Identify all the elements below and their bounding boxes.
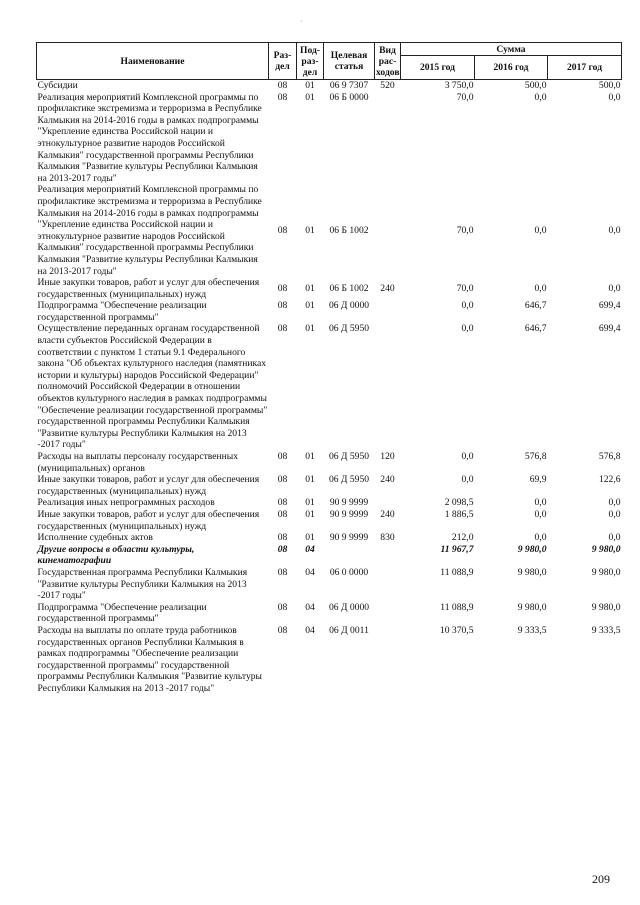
row-target-article: 06 Д 5950: [328, 451, 370, 462]
table-row: [37, 92, 622, 185]
row-name: Реализация мероприятий Комплексной программы по профилактике экстремизма и терроризма в Республике Калмыкия на 2014-2016 годы в рамках подпрограммы "Укрепление единства Российской нации и этнокультурное развитие народов Российской Калмыкия" государственной программы Республики Калмыкия "Развитие культуры Республики Калмыкия на 2013-2017 годы": [37, 91, 262, 184]
row-name: Расходы на выплаты по оплате труда работников государственных органов Республики Калмыкия в рамках подпрограммы "Обеспечение реализации государственной программы" государственной программы Республики Калмыкия "Развитие культуры Республики Калмыкия на 2013 -2017 годы": [37, 624, 263, 694]
row-target-article: [324, 544, 375, 567]
row-target-article: 90 9 9999: [329, 532, 369, 544]
row-sum-2015: 0,0: [461, 474, 474, 486]
row-expense-type: [375, 497, 401, 509]
row-target-article: 06 Д 0000: [328, 601, 370, 613]
table-row: [37, 474, 622, 497]
row-sum-2017: 9 333,5: [591, 624, 621, 636]
row-target-article: 06 Д 5950: [328, 323, 370, 335]
table-body: [37, 80, 622, 695]
row-expense-type: [375, 567, 401, 602]
header-year-2017: 2017 год: [548, 56, 622, 80]
table-row: [37, 544, 622, 567]
row-podrazdel: 01: [305, 282, 315, 294]
row-expense-type: [375, 544, 401, 567]
row-name: Реализация мероприятий Комплексной программы по профилактике экстремизма и терроризма в Республике Калмыкия на 2014-2016 годы в рамках подпрограммы "Укрепление единства Российской нации и этнокультурное развитие народов Российской Калмыкия" государственной программы Республики Калмыкия "Развитие культуры Республики Калмыкия на 2013-2017 годы": [37, 184, 262, 277]
row-sum-2016: 500,0: [524, 80, 547, 91]
header-podrazdel: Под-раз-дел: [297, 43, 324, 80]
row-target-article: 06 Д 0000: [328, 300, 370, 312]
row-expense-type: [375, 602, 401, 625]
row-razdel: 08: [277, 323, 288, 335]
row-expense-type: [375, 323, 401, 451]
row-razdel: 08: [277, 497, 288, 509]
table-row: [37, 277, 622, 300]
row-name: Иные закупки товаров, работ и услуг для обеспечения государственных (муниципальных) нужд: [37, 474, 260, 497]
row-sum-2017: 500,0: [598, 80, 621, 91]
row-expense-type: [375, 184, 401, 277]
row-sum-2016: 0,0: [534, 91, 547, 103]
row-sum-2015: 70,0: [456, 224, 474, 236]
row-podrazdel: 01: [305, 451, 315, 462]
table-row: [37, 497, 622, 509]
row-sum-2016: 69,9: [529, 474, 547, 486]
row-expense-type: [375, 300, 401, 323]
row-sum-2015: 11 088,9: [440, 566, 474, 578]
row-podrazdel: 01: [305, 80, 315, 91]
row-sum-2017: 0,0: [608, 224, 621, 236]
row-razdel: 08: [277, 566, 288, 578]
table-row: [37, 184, 622, 277]
header-razdel: Раз-дел: [269, 43, 297, 80]
row-sum-2015: 0,0: [461, 323, 474, 335]
row-target-article: 06 Б 0000: [329, 91, 369, 103]
row-podrazdel: 01: [305, 532, 315, 544]
row-sum-2017: 576,8: [598, 451, 621, 462]
header-sum: Сумма: [401, 43, 622, 56]
row-sum-2016: 0,0: [534, 282, 547, 294]
table-row: [37, 532, 622, 544]
row-name: Реализация иных непрограммных расходов: [37, 497, 215, 509]
row-sum-2015: 11 967,7: [440, 543, 474, 555]
table-row: [37, 80, 622, 92]
row-name: Подпрограмма "Обеспечение реализации государственной программы": [37, 601, 207, 625]
table-row: [37, 602, 622, 625]
row-podrazdel: 04: [305, 566, 315, 578]
row-razdel: 08: [277, 91, 288, 103]
row-name: Иные закупки товаров, работ и услуг для обеспечения государственных (муниципальных) нужд: [37, 277, 260, 300]
row-sum-2017: 9 980,0: [591, 566, 621, 578]
row-sum-2016: 0,0: [534, 532, 547, 544]
table-row: [37, 300, 622, 323]
row-razdel: 08: [277, 543, 288, 555]
row-sum-2017: 699,4: [598, 323, 621, 335]
row-sum-2017: 0,0: [608, 532, 621, 544]
row-razdel: 08: [277, 451, 288, 462]
row-sum-2017: 122,6: [598, 474, 621, 486]
row-name: Субсидии: [37, 80, 78, 91]
header-year-2016: 2016 год: [475, 56, 548, 80]
row-expense-type: 240: [380, 474, 395, 486]
table-row: [37, 567, 622, 602]
budget-table: [36, 42, 622, 694]
row-podrazdel: 01: [305, 224, 315, 236]
row-target-article: 90 9 9999: [329, 497, 369, 509]
table-header: [37, 43, 622, 80]
row-sum-2016: 9 980,0: [517, 566, 547, 578]
row-expense-type: 240: [380, 508, 395, 520]
row-target-article: 06 Д 0011: [329, 624, 369, 636]
row-razdel: 08: [277, 601, 288, 613]
row-podrazdel: 01: [305, 300, 315, 312]
row-podrazdel: 01: [305, 474, 315, 486]
row-expense-type: [375, 625, 401, 695]
row-name: Исполнение судебных актов: [37, 532, 153, 544]
row-sum-2017: 0,0: [608, 91, 621, 103]
row-sum-2017: 0,0: [608, 497, 621, 509]
row-expense-type: 830: [380, 532, 395, 544]
header-target-article: Целевая статья: [324, 43, 375, 80]
row-razdel: 08: [277, 80, 288, 91]
row-sum-2016: 0,0: [534, 224, 547, 236]
table-row: [37, 509, 622, 532]
scan-mark: ·: [300, 17, 303, 26]
row-sum-2017: 699,4: [598, 300, 621, 312]
row-expense-type: 240: [380, 282, 395, 294]
row-name: Осуществление переданных органам государственной власти субъектов Российской Федерации в соответствии с пунктом 1 статьи 9.1 Федерального закона "Об объектах культурного наследия (памятниках истории и культуры) народов Российской Федерации" полномочий Российской Федерации в отношении объектов культурного наследия в рамках подпрограммы "Обеспечение реализации государственной программы" государственной программы Республики Калмыкия "Развитие культуры Республики Калмыкия на 2013 -2017 годы": [37, 323, 268, 451]
row-sum-2016: 9 980,0: [517, 601, 547, 613]
row-expense-type: 120: [380, 451, 395, 462]
row-sum-2015: 0,0: [461, 300, 474, 312]
row-sum-2016: 9 980,0: [517, 543, 547, 555]
row-razdel: 08: [277, 532, 288, 544]
header-year-2015: 2015 год: [401, 56, 475, 80]
page-number: 209: [592, 872, 610, 886]
row-sum-2016: 0,0: [534, 497, 547, 509]
row-sum-2015: 1 886,5: [444, 508, 474, 520]
row-sum-2016: 576,8: [524, 451, 547, 462]
row-sum-2015: 212,0: [451, 532, 474, 544]
row-target-article: 06 Д 5950: [328, 474, 370, 486]
row-sum-2017: 9 980,0: [591, 601, 621, 613]
row-target-article: 06 Б 1002: [329, 282, 369, 294]
row-target-article: 90 9 9999: [329, 508, 369, 520]
row-sum-2015: 0,0: [461, 451, 474, 462]
row-sum-2016: 646,7: [524, 300, 547, 312]
row-expense-type: [375, 92, 401, 185]
row-name: Иные закупки товаров, работ и услуг для обеспечения государственных (муниципальных) нужд: [37, 508, 260, 532]
row-podrazdel: 01: [305, 508, 315, 520]
row-target-article: 06 9 7307: [329, 80, 369, 91]
header-name: Наименование: [37, 43, 269, 80]
row-razdel: 08: [277, 474, 288, 486]
row-podrazdel: 04: [305, 543, 315, 555]
row-name: Расходы на выплаты персоналу государственных (муниципальных) органов: [37, 451, 239, 474]
row-podrazdel: 04: [305, 601, 315, 613]
row-sum-2015: 10 370,5: [439, 624, 474, 636]
row-sum-2017: 0,0: [608, 508, 621, 520]
row-sum-2016: 646,7: [524, 323, 547, 335]
row-razdel: 08: [277, 282, 288, 294]
row-podrazdel: 04: [305, 624, 315, 636]
row-name: Государственная программа Республики Калмыкия "Развитие культуры Республики Калмыкия на 2013 -2017 годы": [37, 566, 248, 602]
row-sum-2016: 0,0: [534, 508, 547, 520]
row-sum-2017: 9 980,0: [591, 543, 621, 555]
row-podrazdel: 01: [305, 497, 315, 509]
row-name: Подпрограмма "Обеспечение реализации государственной программы": [37, 300, 207, 323]
row-razdel: 08: [277, 624, 288, 636]
table-row: [37, 323, 622, 451]
table-row: [37, 625, 622, 695]
row-target-article: 06 0 0000: [329, 566, 369, 578]
row-podrazdel: 01: [305, 91, 315, 103]
row-sum-2015: 3 750,0: [444, 80, 474, 91]
row-razdel: 08: [277, 224, 288, 236]
row-sum-2015: 11 088,9: [440, 601, 474, 613]
row-razdel: 08: [277, 300, 288, 312]
row-sum-2017: 0,0: [608, 282, 621, 294]
row-expense-type: 520: [380, 80, 395, 91]
row-sum-2015: 70,0: [456, 282, 474, 294]
row-sum-2015: 70,0: [456, 91, 474, 103]
row-sum-2016: 9 333,5: [517, 624, 547, 636]
header-expense-type: Вид рас-ходов: [376, 44, 400, 78]
row-name: Другие вопросы в области культуры, кинематографии: [37, 543, 195, 567]
table-row: [37, 451, 622, 474]
row-podrazdel: 01: [305, 323, 315, 335]
row-sum-2015: 2 098,5: [444, 497, 474, 509]
row-razdel: 08: [277, 508, 288, 520]
row-target-article: 06 Б 1002: [329, 224, 369, 236]
